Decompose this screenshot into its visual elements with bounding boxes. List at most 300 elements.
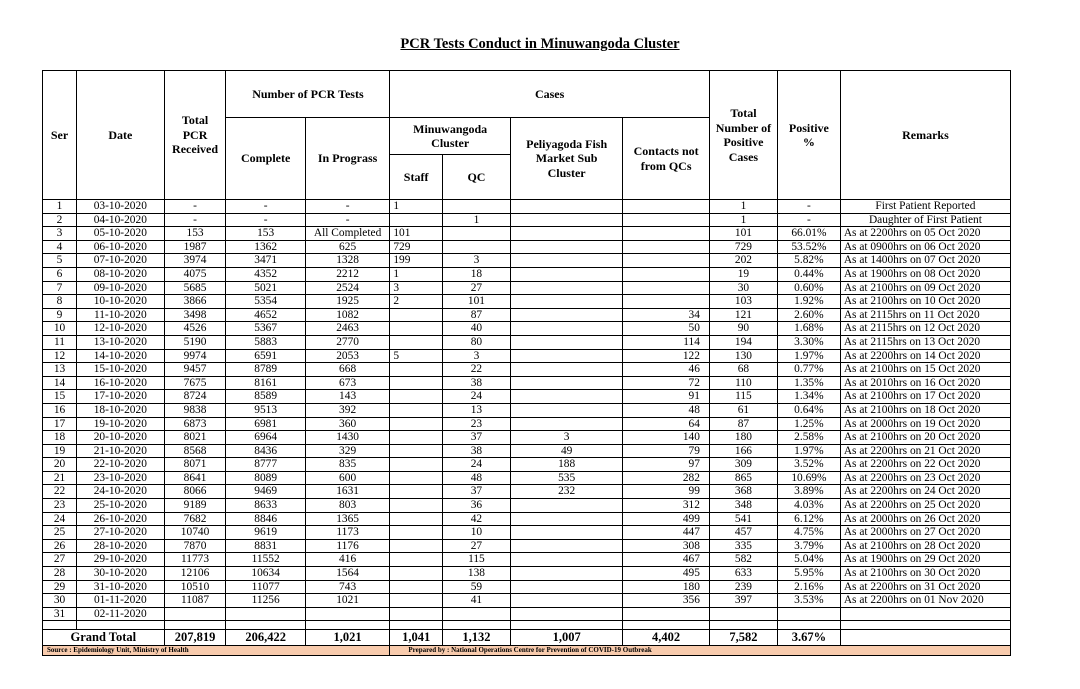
- table-row: [43, 390, 1011, 404]
- qc-cell: 27: [442, 281, 510, 295]
- contacts-cell: 495: [623, 567, 710, 581]
- received-cell: 5190: [164, 335, 226, 349]
- ser-cell: 10: [43, 322, 77, 336]
- header-cases: Cases: [390, 71, 710, 118]
- staff-cell: 1: [390, 267, 443, 281]
- positive-percent-cell: [777, 607, 840, 621]
- table-row: [43, 403, 1011, 417]
- complete-cell: 8589: [226, 390, 305, 404]
- remarks-cell: As at 2200hrs on 21 Oct 2020: [840, 444, 1010, 458]
- received-cell: 12106: [164, 567, 226, 581]
- footer-prepared-by: Prepared by : National Operations Centre for Prevention of COVID-19 Outbreak: [390, 646, 1011, 656]
- table-row: [43, 295, 1011, 309]
- grand-total-positive-cases: 7,582: [709, 630, 777, 646]
- header-remarks: Remarks: [840, 71, 1010, 200]
- header-staff: Staff: [390, 155, 443, 200]
- ser-cell: 2: [43, 213, 77, 227]
- staff-cell: [390, 444, 443, 458]
- grand-total-remarks: [840, 630, 1010, 646]
- qc-cell: 24: [442, 390, 510, 404]
- date-cell: 21-10-2020: [77, 444, 165, 458]
- peliyagoda-cell: [510, 322, 622, 336]
- complete-cell: 11077: [226, 580, 305, 594]
- date-cell: 22-10-2020: [77, 458, 165, 472]
- remarks-cell: As at 2100hrs on 17 Oct 2020: [840, 390, 1010, 404]
- staff-cell: [390, 499, 443, 513]
- complete-cell: 10634: [226, 567, 305, 581]
- grand-total-complete: 206,422: [226, 630, 305, 646]
- peliyagoda-cell: 49: [510, 444, 622, 458]
- peliyagoda-cell: [510, 567, 622, 581]
- positive-percent-cell: 3.79%: [777, 539, 840, 553]
- complete-cell: 6591: [226, 349, 305, 363]
- qc-cell: 38: [442, 444, 510, 458]
- total-positive-cell: 239: [709, 580, 777, 594]
- peliyagoda-cell: [510, 376, 622, 390]
- ser-cell: 9: [43, 308, 77, 322]
- in-progress-cell: 1564: [305, 567, 390, 581]
- qc-cell: 48: [442, 471, 510, 485]
- complete-cell: 5367: [226, 322, 305, 336]
- table-row: [43, 240, 1011, 254]
- in-progress-cell: -: [305, 213, 390, 227]
- table-row: [43, 539, 1011, 553]
- footer-row: [43, 646, 1011, 656]
- total-positive-cell: 87: [709, 417, 777, 431]
- remarks-cell: As at 2100hrs on 10 Oct 2020: [840, 295, 1010, 309]
- in-progress-cell: 673: [305, 376, 390, 390]
- peliyagoda-cell: [510, 553, 622, 567]
- staff-cell: [390, 512, 443, 526]
- received-cell: 6873: [164, 417, 226, 431]
- contacts-cell: [623, 254, 710, 268]
- complete-cell: 4652: [226, 308, 305, 322]
- in-progress-cell: 2053: [305, 349, 390, 363]
- table-row: [43, 281, 1011, 295]
- qc-cell: 115: [442, 553, 510, 567]
- in-progress-cell: 392: [305, 403, 390, 417]
- positive-percent-cell: 6.12%: [777, 512, 840, 526]
- total-positive-cell: 101: [709, 227, 777, 241]
- qc-cell: 80: [442, 335, 510, 349]
- received-cell: 10510: [164, 580, 226, 594]
- qc-cell: 41: [442, 594, 510, 608]
- peliyagoda-cell: [510, 240, 622, 254]
- ser-cell: 4: [43, 240, 77, 254]
- table-row: [43, 200, 1011, 214]
- date-cell: 09-10-2020: [77, 281, 165, 295]
- staff-cell: [390, 322, 443, 336]
- total-positive-cell: 582: [709, 553, 777, 567]
- remarks-cell: As at 2100hrs on 09 Oct 2020: [840, 281, 1010, 295]
- date-cell: 08-10-2020: [77, 267, 165, 281]
- table-row: [43, 512, 1011, 526]
- qc-cell: 23: [442, 417, 510, 431]
- in-progress-cell: 360: [305, 417, 390, 431]
- complete-cell: 5021: [226, 281, 305, 295]
- table-row: [43, 553, 1011, 567]
- contacts-cell: 356: [623, 594, 710, 608]
- complete-cell: 8089: [226, 471, 305, 485]
- qc-cell: 10: [442, 526, 510, 540]
- in-progress-cell: 835: [305, 458, 390, 472]
- staff-cell: [390, 526, 443, 540]
- in-progress-cell: 1176: [305, 539, 390, 553]
- contacts-cell: 99: [623, 485, 710, 499]
- grand-total-row: [43, 630, 1011, 646]
- total-positive-cell: 90: [709, 322, 777, 336]
- contacts-cell: [623, 240, 710, 254]
- table-row: [43, 431, 1011, 445]
- contacts-cell: 312: [623, 499, 710, 513]
- date-cell: 17-10-2020: [77, 390, 165, 404]
- positive-percent-cell: 0.64%: [777, 403, 840, 417]
- qc-cell: 40: [442, 322, 510, 336]
- table-row: [43, 363, 1011, 377]
- contacts-cell: [623, 607, 710, 621]
- received-cell: 5685: [164, 281, 226, 295]
- contacts-cell: 48: [623, 403, 710, 417]
- ser-cell: 1: [43, 200, 77, 214]
- grand-total-qc: 1,132: [442, 630, 510, 646]
- positive-percent-cell: 1.68%: [777, 322, 840, 336]
- positive-percent-cell: 4.03%: [777, 499, 840, 513]
- staff-cell: 1: [390, 200, 443, 214]
- complete-cell: 3471: [226, 254, 305, 268]
- date-cell: 31-10-2020: [77, 580, 165, 594]
- contacts-cell: [623, 227, 710, 241]
- positive-percent-cell: 66.01%: [777, 227, 840, 241]
- date-cell: 05-10-2020: [77, 227, 165, 241]
- received-cell: 4075: [164, 267, 226, 281]
- received-cell: 11087: [164, 594, 226, 608]
- header-in-progress: In Prograss: [305, 118, 390, 200]
- grand-total-staff: 1,041: [390, 630, 443, 646]
- qc-cell: 37: [442, 431, 510, 445]
- remarks-cell: As at 2200hrs on 23 Oct 2020: [840, 471, 1010, 485]
- in-progress-cell: 1021: [305, 594, 390, 608]
- table-row: [43, 607, 1011, 621]
- in-progress-cell: 329: [305, 444, 390, 458]
- in-progress-cell: 1173: [305, 526, 390, 540]
- peliyagoda-cell: [510, 403, 622, 417]
- header-total-pcr-received: Total PCR Received: [164, 71, 226, 200]
- contacts-cell: [623, 267, 710, 281]
- peliyagoda-cell: [510, 308, 622, 322]
- header-positive-percent: Positive %: [777, 71, 840, 200]
- contacts-cell: 282: [623, 471, 710, 485]
- staff-cell: [390, 417, 443, 431]
- qc-cell: 138: [442, 567, 510, 581]
- date-cell: 23-10-2020: [77, 471, 165, 485]
- peliyagoda-cell: [510, 539, 622, 553]
- staff-cell: [390, 308, 443, 322]
- grand-total-in-progress: 1,021: [305, 630, 390, 646]
- in-progress-cell: 143: [305, 390, 390, 404]
- contacts-cell: 79: [623, 444, 710, 458]
- header-contacts-not-from-qcs: Contacts not from QCs: [623, 118, 710, 200]
- contacts-cell: 180: [623, 580, 710, 594]
- contacts-cell: 499: [623, 512, 710, 526]
- ser-cell: 24: [43, 512, 77, 526]
- positive-percent-cell: 5.04%: [777, 553, 840, 567]
- received-cell: 8724: [164, 390, 226, 404]
- footer-source: Source : Epidemiology Unit, Ministry of Health: [43, 646, 390, 656]
- remarks-cell: First Patient Reported: [840, 200, 1010, 214]
- received-cell: 3974: [164, 254, 226, 268]
- qc-cell: 42: [442, 512, 510, 526]
- total-positive-cell: 397: [709, 594, 777, 608]
- table-header: [43, 71, 1011, 200]
- date-cell: 26-10-2020: [77, 512, 165, 526]
- date-cell: 02-11-2020: [77, 607, 165, 621]
- ser-cell: 22: [43, 485, 77, 499]
- qc-cell: 36: [442, 499, 510, 513]
- in-progress-cell: 2524: [305, 281, 390, 295]
- pcr-tests-table: [42, 70, 1011, 656]
- received-cell: 7870: [164, 539, 226, 553]
- qc-cell: [442, 200, 510, 214]
- received-cell: 1987: [164, 240, 226, 254]
- staff-cell: [390, 363, 443, 377]
- received-cell: 9838: [164, 403, 226, 417]
- total-positive-cell: 865: [709, 471, 777, 485]
- staff-cell: 2: [390, 295, 443, 309]
- date-cell: 25-10-2020: [77, 499, 165, 513]
- remarks-cell: As at 2100hrs on 20 Oct 2020: [840, 431, 1010, 445]
- ser-cell: 7: [43, 281, 77, 295]
- contacts-cell: 447: [623, 526, 710, 540]
- positive-percent-cell: 5.95%: [777, 567, 840, 581]
- qc-cell: 101: [442, 295, 510, 309]
- remarks-cell: As at 2100hrs on 18 Oct 2020: [840, 403, 1010, 417]
- staff-cell: [390, 376, 443, 390]
- received-cell: 3866: [164, 295, 226, 309]
- ser-cell: 5: [43, 254, 77, 268]
- staff-cell: 199: [390, 254, 443, 268]
- table-row: [43, 335, 1011, 349]
- total-positive-cell: 130: [709, 349, 777, 363]
- contacts-cell: 140: [623, 431, 710, 445]
- qc-cell: [442, 607, 510, 621]
- ser-cell: 19: [43, 444, 77, 458]
- total-positive-cell: 110: [709, 376, 777, 390]
- positive-percent-cell: 3.89%: [777, 485, 840, 499]
- complete-cell: 6964: [226, 431, 305, 445]
- received-cell: 8071: [164, 458, 226, 472]
- remarks-cell: As at 1900hrs on 29 Oct 2020: [840, 553, 1010, 567]
- total-positive-cell: 103: [709, 295, 777, 309]
- peliyagoda-cell: 3: [510, 431, 622, 445]
- complete-cell: 153: [226, 227, 305, 241]
- complete-cell: 11256: [226, 594, 305, 608]
- ser-cell: 15: [43, 390, 77, 404]
- complete-cell: -: [226, 200, 305, 214]
- positive-percent-cell: 4.75%: [777, 526, 840, 540]
- positive-percent-cell: -: [777, 200, 840, 214]
- remarks-cell: As at 2010hrs on 16 Oct 2020: [840, 376, 1010, 390]
- in-progress-cell: 2463: [305, 322, 390, 336]
- received-cell: 3498: [164, 308, 226, 322]
- date-cell: 30-10-2020: [77, 567, 165, 581]
- remarks-cell: As at 0900hrs on 06 Oct 2020: [840, 240, 1010, 254]
- qc-cell: 3: [442, 349, 510, 363]
- date-cell: 19-10-2020: [77, 417, 165, 431]
- remarks-cell: As at 2200hrs on 25 Oct 2020: [840, 499, 1010, 513]
- staff-cell: [390, 213, 443, 227]
- contacts-cell: 72: [623, 376, 710, 390]
- total-positive-cell: 19: [709, 267, 777, 281]
- ser-cell: 30: [43, 594, 77, 608]
- complete-cell: 9513: [226, 403, 305, 417]
- positive-percent-cell: 1.92%: [777, 295, 840, 309]
- staff-cell: [390, 458, 443, 472]
- date-cell: 29-10-2020: [77, 553, 165, 567]
- complete-cell: 8846: [226, 512, 305, 526]
- ser-cell: 26: [43, 539, 77, 553]
- header-ser: Ser: [43, 71, 77, 200]
- ser-cell: 21: [43, 471, 77, 485]
- ser-cell: 27: [43, 553, 77, 567]
- in-progress-cell: -: [305, 200, 390, 214]
- date-cell: 03-10-2020: [77, 200, 165, 214]
- peliyagoda-cell: 188: [510, 458, 622, 472]
- grand-total-peliyagoda: 1,007: [510, 630, 622, 646]
- qc-cell: 59: [442, 580, 510, 594]
- remarks-cell: As at 1900hrs on 08 Oct 2020: [840, 267, 1010, 281]
- peliyagoda-cell: [510, 390, 622, 404]
- in-progress-cell: 1365: [305, 512, 390, 526]
- date-cell: 06-10-2020: [77, 240, 165, 254]
- complete-cell: 8436: [226, 444, 305, 458]
- qc-cell: 3: [442, 254, 510, 268]
- staff-cell: [390, 471, 443, 485]
- contacts-cell: [623, 213, 710, 227]
- date-cell: 20-10-2020: [77, 431, 165, 445]
- qc-cell: 13: [442, 403, 510, 417]
- ser-cell: 3: [43, 227, 77, 241]
- total-positive-cell: 348: [709, 499, 777, 513]
- total-positive-cell: 121: [709, 308, 777, 322]
- positive-percent-cell: 2.58%: [777, 431, 840, 445]
- remarks-cell: As at 2200hrs on 24 Oct 2020: [840, 485, 1010, 499]
- date-cell: 16-10-2020: [77, 376, 165, 390]
- header-peliyagoda-sub-cluster: Peliyagoda Fish Market Sub Cluster: [510, 118, 622, 200]
- contacts-cell: [623, 281, 710, 295]
- date-cell: 01-11-2020: [77, 594, 165, 608]
- total-positive-cell: 335: [709, 539, 777, 553]
- staff-cell: [390, 431, 443, 445]
- positive-percent-cell: 2.60%: [777, 308, 840, 322]
- ser-cell: 18: [43, 431, 77, 445]
- contacts-cell: 467: [623, 553, 710, 567]
- received-cell: 7682: [164, 512, 226, 526]
- received-cell: 8066: [164, 485, 226, 499]
- remarks-cell: As at 2200hrs on 05 Oct 2020: [840, 227, 1010, 241]
- date-cell: 07-10-2020: [77, 254, 165, 268]
- ser-cell: 20: [43, 458, 77, 472]
- date-cell: 11-10-2020: [77, 308, 165, 322]
- received-cell: 9457: [164, 363, 226, 377]
- staff-cell: [390, 539, 443, 553]
- table-row: [43, 322, 1011, 336]
- peliyagoda-cell: [510, 526, 622, 540]
- remarks-cell: As at 2200hrs on 01 Nov 2020: [840, 594, 1010, 608]
- positive-percent-cell: 1.97%: [777, 444, 840, 458]
- table-row: [43, 526, 1011, 540]
- in-progress-cell: 803: [305, 499, 390, 513]
- peliyagoda-cell: [510, 281, 622, 295]
- ser-cell: 23: [43, 499, 77, 513]
- grand-total-contacts: 4,402: [623, 630, 710, 646]
- in-progress-cell: 1631: [305, 485, 390, 499]
- table-row: [43, 349, 1011, 363]
- page-title: PCR Tests Conduct in Minuwangoda Cluster: [400, 36, 680, 52]
- positive-percent-cell: 2.16%: [777, 580, 840, 594]
- table-row: [43, 417, 1011, 431]
- total-positive-cell: 194: [709, 335, 777, 349]
- positive-percent-cell: 3.53%: [777, 594, 840, 608]
- ser-cell: 13: [43, 363, 77, 377]
- total-positive-cell: 166: [709, 444, 777, 458]
- header-number-of-pcr-tests: Number of PCR Tests: [226, 71, 390, 118]
- staff-cell: [390, 567, 443, 581]
- ser-cell: 17: [43, 417, 77, 431]
- table-row: [43, 308, 1011, 322]
- total-positive-cell: 1: [709, 213, 777, 227]
- contacts-cell: 50: [623, 322, 710, 336]
- total-positive-cell: 68: [709, 363, 777, 377]
- staff-cell: [390, 485, 443, 499]
- positive-percent-cell: -: [777, 213, 840, 227]
- peliyagoda-cell: [510, 200, 622, 214]
- total-positive-cell: 30: [709, 281, 777, 295]
- peliyagoda-cell: [510, 227, 622, 241]
- contacts-cell: 308: [623, 539, 710, 553]
- date-cell: 10-10-2020: [77, 295, 165, 309]
- in-progress-cell: 668: [305, 363, 390, 377]
- ser-cell: 6: [43, 267, 77, 281]
- total-positive-cell: 202: [709, 254, 777, 268]
- staff-cell: 3: [390, 281, 443, 295]
- total-positive-cell: 541: [709, 512, 777, 526]
- peliyagoda-cell: [510, 267, 622, 281]
- ser-cell: 12: [43, 349, 77, 363]
- in-progress-cell: 1082: [305, 308, 390, 322]
- complete-cell: 8777: [226, 458, 305, 472]
- peliyagoda-cell: [510, 363, 622, 377]
- qc-cell: 24: [442, 458, 510, 472]
- peliyagoda-cell: [510, 499, 622, 513]
- qc-cell: 38: [442, 376, 510, 390]
- received-cell: 11773: [164, 553, 226, 567]
- grand-total-received: 207,819: [164, 630, 226, 646]
- total-positive-cell: 309: [709, 458, 777, 472]
- remarks-cell: As at 1400hrs on 07 Oct 2020: [840, 254, 1010, 268]
- in-progress-cell: [305, 607, 390, 621]
- qc-cell: 87: [442, 308, 510, 322]
- contacts-cell: 97: [623, 458, 710, 472]
- peliyagoda-cell: [510, 213, 622, 227]
- complete-cell: 8633: [226, 499, 305, 513]
- qc-cell: 27: [442, 539, 510, 553]
- table-row: [43, 580, 1011, 594]
- contacts-cell: 34: [623, 308, 710, 322]
- remarks-cell: As at 2100hrs on 28 Oct 2020: [840, 539, 1010, 553]
- qc-cell: 18: [442, 267, 510, 281]
- received-cell: -: [164, 200, 226, 214]
- table-row: [43, 485, 1011, 499]
